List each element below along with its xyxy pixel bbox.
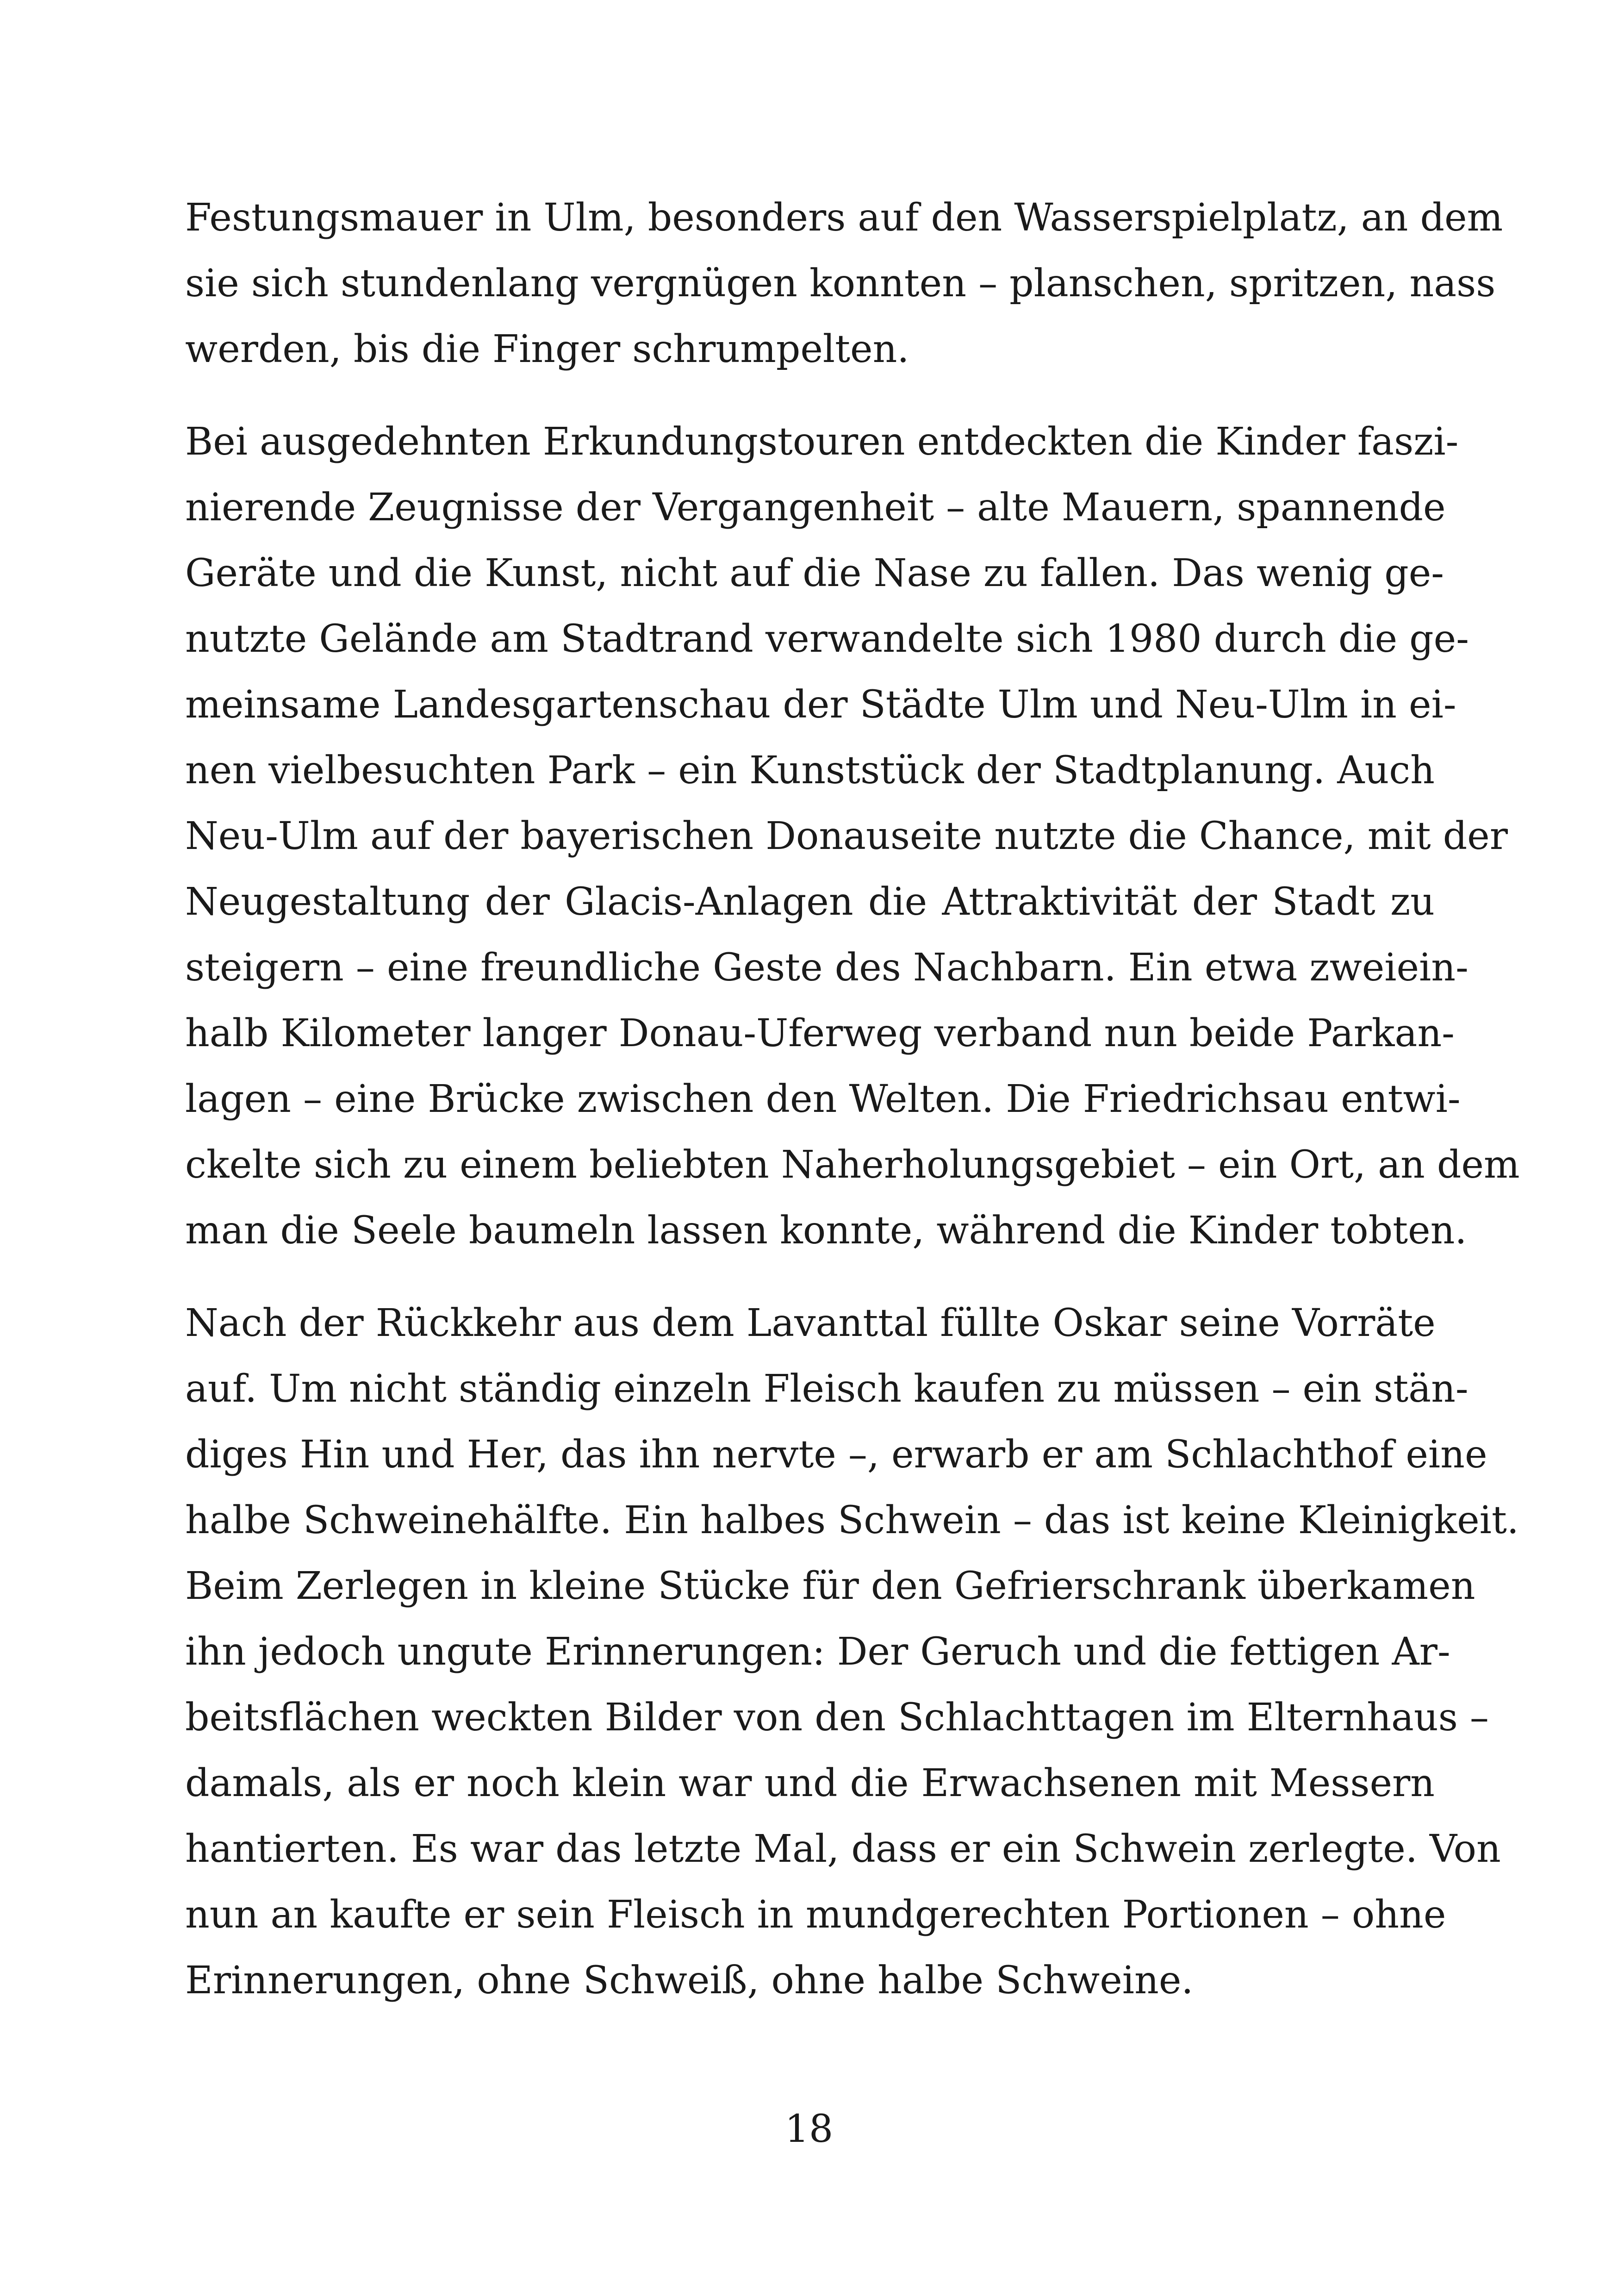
text-line: auf. Um nicht ständig einzeln Fleisch kaufen zu müssen – ein stän- (185, 1367, 1469, 1411)
text-line: Festungsmauer in Ulm, besonders auf den Wasserspielplatz, an dem (185, 196, 1503, 240)
paragraph-1 (185, 185, 1503, 382)
paragraph-2 (185, 409, 1520, 1264)
text-line: nen vielbesuchten Park – ein Kunststück der Stadtplanung. Auch (185, 749, 1435, 792)
text-line: Neugestaltung der Glacis-Anlagen die Attraktivität der Stadt zu (185, 880, 1435, 924)
text-line: werden, bis die Finger schrumpelten. (185, 327, 909, 371)
text-line: Bei ausgedehnten Erkundungstouren entdeckten die Kinder faszi- (185, 420, 1459, 464)
text-line: man die Seele baumeln lassen konnte, während die Kinder tobten. (185, 1209, 1467, 1253)
text-line: nutzte Gelände am Stadtrand verwandelte sich 1980 durch die ge- (185, 617, 1469, 661)
text-line: damals, als er noch klein war und die Erwachsenen mit Messern (185, 1761, 1435, 1805)
page-number: 18 (784, 2107, 834, 2151)
text-line: Erinnerungen, ohne Schweiß, ohne halbe Schweine. (185, 1959, 1194, 2003)
text-line: diges Hin und Her, das ihn nervte –, erwarb er am Schlachthof eine (185, 1433, 1487, 1477)
text-line: beitsflächen weckten Bilder von den Schlachttagen im Elternhaus – (185, 1696, 1489, 1740)
text-line: steigern – eine freundliche Geste des Nachbarn. Ein etwa zweiein- (185, 946, 1469, 990)
text-line: nun an kaufte er sein Fleisch in mundgerechten Portionen – ohne (185, 1893, 1446, 1937)
text-line: Geräte und die Kunst, nicht auf die Nase zu fallen. Das wenig ge- (185, 551, 1444, 595)
text-line: lagen – eine Brücke zwischen den Welten. Die Friedrichsau entwi- (185, 1077, 1461, 1121)
text-line: hantierten. Es war das letzte Mal, dass er ein Schwein zerlegte. Von (185, 1827, 1501, 1871)
text-line: nierende Zeugnisse der Vergangenheit – alte Mauern, spannende (185, 486, 1446, 530)
text-line: halbe Schweinehälfte. Ein halbes Schwein – das ist keine Kleinigkeit. (185, 1498, 1519, 1542)
body-text (185, 185, 1520, 2040)
text-line: Nach der Rückkehr aus dem Lavanttal füllte Oskar seine Vorräte (185, 1301, 1436, 1345)
text-line: Beim Zerlegen in kleine Stücke für den Gefrierschrank überkamen (185, 1564, 1475, 1608)
text-line: ihn jedoch ungute Erinnerungen: Der Geruch und die fettigen Ar- (185, 1630, 1450, 1674)
text-line: meinsame Landesgartenschau der Städte Ulm und Neu-Ulm in ei- (185, 683, 1456, 727)
text-line: Neu-Ulm auf der bayerischen Donauseite nutzte die Chance, mit der (185, 814, 1508, 858)
text-line: ckelte sich zu einem beliebten Naherholungsgebiet – ein Ort, an dem (185, 1143, 1520, 1187)
paragraph-3 (185, 1291, 1519, 2014)
text-line: halb Kilometer langer Donau-Uferweg verband nun beide Parkan- (185, 1011, 1455, 1055)
text-line: sie sich stundenlang vergnügen konnten – planschen, spritzen, nass (185, 262, 1496, 306)
